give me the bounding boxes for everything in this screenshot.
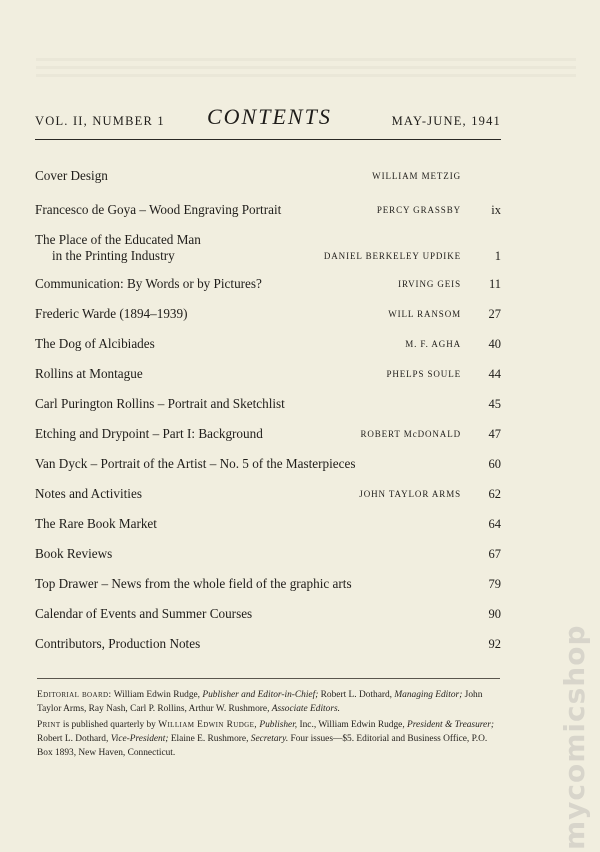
toc-entry-title bbox=[35, 576, 352, 592]
toc-entry-title bbox=[35, 486, 142, 502]
toc-entry-title-line: Francesco de Goya – Wood Engraving Portrait bbox=[35, 202, 282, 217]
toc-entry-title bbox=[35, 306, 188, 322]
toc-entry-page: 27 bbox=[488, 307, 501, 321]
toc-entry bbox=[35, 576, 501, 592]
watermark-logo: mycomicshop bbox=[558, 624, 591, 850]
toc-entry-title-line: The Dog of Alcibiades bbox=[35, 336, 155, 351]
toc-entry bbox=[35, 486, 501, 502]
toc-entry-page: 44 bbox=[488, 367, 501, 381]
toc-entry-page: ix bbox=[491, 203, 501, 217]
toc-entry-title bbox=[35, 516, 157, 532]
toc-entry bbox=[35, 426, 501, 442]
toc-entry bbox=[35, 366, 501, 382]
toc-entry bbox=[35, 396, 501, 412]
header-rule bbox=[35, 139, 501, 140]
toc-entry-title bbox=[35, 546, 112, 562]
toc-entry-title bbox=[35, 636, 200, 652]
toc-entry-title bbox=[35, 336, 155, 352]
toc-entry-title-line: Notes and Activities bbox=[35, 486, 142, 501]
toc-entry-page: 64 bbox=[488, 517, 501, 531]
toc-entry bbox=[35, 636, 501, 652]
toc-entry-page: 90 bbox=[488, 607, 501, 621]
toc-entry-page: 47 bbox=[488, 427, 501, 441]
toc-entry-page: 79 bbox=[488, 577, 501, 591]
toc-entry-title-line: Frederic Warde (1894–1939) bbox=[35, 306, 188, 321]
toc-entry-title bbox=[35, 232, 201, 264]
toc-entry-page: 67 bbox=[488, 547, 501, 561]
toc-entry-title-line: The Place of the Educated Man bbox=[35, 232, 201, 247]
toc-entry bbox=[35, 336, 501, 352]
toc-entry-author: ROBERT McDONALD bbox=[360, 429, 461, 439]
toc-entry-title bbox=[35, 366, 143, 382]
toc-entry bbox=[35, 606, 501, 622]
toc-entry-title-line: Calendar of Events and Summer Courses bbox=[35, 606, 253, 621]
toc-entry-author: IRVING GEIS bbox=[398, 279, 461, 289]
toc-entry-page: 45 bbox=[488, 397, 501, 411]
toc-entry-author: PHELPS SOULE bbox=[386, 369, 461, 379]
toc-entry-author: WILLIAM METZIG bbox=[372, 171, 461, 181]
masthead-footer bbox=[37, 688, 500, 760]
toc-entry bbox=[35, 546, 501, 562]
toc-entry-page: 62 bbox=[488, 487, 501, 501]
toc-entry-page: 40 bbox=[488, 337, 501, 351]
toc-entry-author: DANIEL BERKELEY UPDIKE bbox=[323, 251, 461, 261]
toc-entry-page: 60 bbox=[488, 457, 501, 471]
toc-entry-title-line: Contributors, Production Notes bbox=[35, 636, 201, 651]
footer-rule bbox=[37, 678, 500, 679]
toc-entry bbox=[35, 516, 501, 532]
toc-entry-title-line: Book Reviews bbox=[35, 546, 113, 561]
toc-entry-title bbox=[35, 396, 285, 412]
toc-entry-page: 11 bbox=[488, 277, 501, 291]
toc-entry bbox=[35, 456, 501, 472]
toc-entry-author: WILL RANSOM bbox=[388, 309, 461, 319]
toc-entry-title-line: Rollins at Montague bbox=[35, 366, 143, 381]
toc-entry-title-line2: in the Printing Industry bbox=[52, 248, 175, 263]
toc-entry-title-line: Van Dyck – Portrait of the Artist – No. 5 of the Masterpieces bbox=[35, 456, 356, 471]
toc-entry bbox=[35, 276, 501, 292]
toc-entry bbox=[35, 232, 501, 264]
toc-entry-title-line: The Rare Book Market bbox=[35, 516, 157, 531]
toc-entry-title bbox=[35, 606, 252, 622]
page-title: CONTENTS bbox=[207, 104, 332, 129]
toc-entry-author: PERCY GRASSBY bbox=[376, 205, 461, 215]
toc-entry-title bbox=[35, 426, 263, 442]
toc-entry-title bbox=[35, 202, 281, 218]
issue-date: MAY-JUNE, 1941 bbox=[391, 114, 501, 128]
show-through-texture bbox=[36, 58, 576, 80]
toc-entry-title bbox=[35, 276, 262, 292]
toc-entry-page: 92 bbox=[488, 637, 501, 651]
toc-entry-title bbox=[35, 168, 108, 184]
toc-entry bbox=[35, 168, 501, 184]
contents-header bbox=[35, 104, 501, 134]
editorial-board-line: Editorial board: William Edwin Rudge, Publisher and Editor-in-Chief; Robert L. Dothard, Managing Editor; John Taylor Arms, Ray Nash, Carl P. Rollins, Arthur W. Rushmore, Associate Editors. bbox=[37, 690, 483, 715]
toc-entry-author: M. F. AGHA bbox=[405, 339, 461, 349]
toc-entry bbox=[35, 306, 501, 322]
toc-entry-title-line: Communication: By Words or by Pictures? bbox=[35, 276, 262, 291]
toc-entry-title-line: Etching and Drypoint – Part I: Background bbox=[35, 426, 263, 441]
toc-entry-page: 1 bbox=[494, 249, 501, 263]
toc-entry-author: JOHN TAYLOR ARMS bbox=[359, 489, 461, 499]
toc-entry-title-line: Carl Purington Rollins – Portrait and Sketchlist bbox=[35, 396, 285, 411]
toc-entry-title-line: Cover Design bbox=[35, 168, 108, 183]
publisher-line: Print is published quarterly by William Edwin Rudge, Publisher, Inc., William Edwin Rudge, President & Treasurer; Robert L. Dothard, Vice-President; Elaine E. Rushmore, Secretary. Four issues—$5. Editorial and Business Office, P.O. Box 1893, New Haven, Connecticut. bbox=[37, 719, 494, 759]
toc-entry bbox=[35, 202, 501, 218]
volume-number: VOL. II, NUMBER 1 bbox=[35, 114, 165, 128]
toc-entry-title-line: Top Drawer – News from the whole field of the graphic arts bbox=[35, 576, 352, 591]
toc-entry-title bbox=[35, 456, 355, 472]
